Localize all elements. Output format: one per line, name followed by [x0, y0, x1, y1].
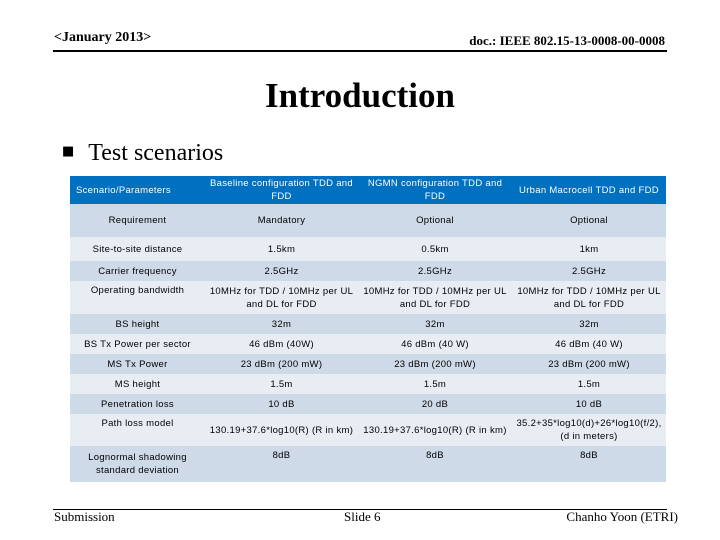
- table-row: [70, 237, 666, 261]
- table-cell: 10MHz for TDD / 10MHz per UL and DL for FDD: [512, 281, 666, 314]
- bullet-item: [62, 140, 223, 167]
- bullet-text: Test scenarios: [88, 140, 224, 166]
- table-cell: 10MHz for TDD / 10MHz per UL and DL for FDD: [358, 281, 512, 314]
- table-row: [70, 204, 666, 237]
- table-row: [70, 314, 666, 334]
- table-cell: 2.5GHz: [358, 261, 512, 281]
- table-cell: 1km: [512, 237, 666, 261]
- column-header: Scenario/Parameters: [70, 176, 205, 204]
- table-cell: 130.19+37.6*log10(R) (R in km): [205, 414, 358, 446]
- slide-title: Introduction: [265, 76, 455, 115]
- table-cell: MS Tx Power: [70, 354, 205, 374]
- table-cell: 2.5GHz: [512, 261, 666, 281]
- table-cell: Operating bandwidth: [70, 281, 205, 314]
- table-row: [70, 261, 666, 281]
- table-cell: 10 dB: [512, 394, 666, 414]
- table-cell: 10 dB: [205, 394, 358, 414]
- table-row: [70, 354, 666, 374]
- table-cell: 130.19+37.6*log10(R) (R in km): [358, 414, 512, 446]
- table-cell: 23 dBm (200 mW): [205, 354, 358, 374]
- table-cell: BS height: [70, 314, 205, 334]
- table-cell: Site-to-site distance: [70, 237, 205, 261]
- table-cell: Requirement: [70, 204, 205, 237]
- table-cell: 8dB: [205, 446, 358, 482]
- footer-author: Chanho Yoon (ETRI): [566, 509, 678, 524]
- table-cell: Mandatory: [205, 204, 358, 237]
- table-cell: 35.2+35*log10(d)+26*log10(f/2), (d in meters): [512, 414, 666, 446]
- table-row: [70, 334, 666, 354]
- table-header-row: [70, 176, 666, 204]
- table-cell: Path loss model: [70, 414, 205, 446]
- table-cell: 1.5m: [512, 374, 666, 394]
- scenario-table: [70, 176, 666, 482]
- table-cell: 1.5km: [205, 237, 358, 261]
- footer-submission: Submission: [54, 509, 115, 524]
- table-cell: 0.5km: [358, 237, 512, 261]
- table-cell: 32m: [358, 314, 512, 334]
- header-date: <January 2013>: [54, 30, 152, 45]
- table-cell: 1.5m: [205, 374, 358, 394]
- column-header: NGMN configuration TDD and FDD: [358, 176, 512, 204]
- table-cell: Lognormal shadowing standard deviation: [70, 446, 205, 482]
- table-cell: 46 dBm (40 W): [512, 334, 666, 354]
- square-bullet-icon: ■: [62, 144, 75, 159]
- table-cell: 1.5m: [358, 374, 512, 394]
- table-row: [70, 281, 666, 314]
- table-cell: 8dB: [512, 446, 666, 482]
- table-cell: 23 dBm (200 mW): [512, 354, 666, 374]
- table-cell: BS Tx Power per sector: [70, 334, 205, 354]
- header-doc-id: doc.: IEEE 802.15-13-0008-00-0008: [469, 33, 665, 48]
- table-row: [70, 394, 666, 414]
- table-cell: 32m: [512, 314, 666, 334]
- footer-slide-number: Slide 6: [344, 509, 381, 524]
- table-row: [70, 414, 666, 446]
- table-row: [70, 374, 666, 394]
- table-cell: Penetration loss: [70, 394, 205, 414]
- table-cell: 20 dB: [358, 394, 512, 414]
- table-cell: 46 dBm (40W): [205, 334, 358, 354]
- table-cell: 10MHz for TDD / 10MHz per UL and DL for FDD: [205, 281, 358, 314]
- table-cell: Carrier frequency: [70, 261, 205, 281]
- table-cell: 8dB: [358, 446, 512, 482]
- table-cell: MS height: [70, 374, 205, 394]
- table-cell: 23 dBm (200 mW): [358, 354, 512, 374]
- table-cell: 46 dBm (40 W): [358, 334, 512, 354]
- column-header: Baseline configuration TDD and FDD: [205, 176, 358, 204]
- table-row: [70, 446, 666, 482]
- table-cell: 32m: [205, 314, 358, 334]
- column-header: Urban Macrocell TDD and FDD: [512, 176, 666, 204]
- table-cell: Optional: [512, 204, 666, 237]
- table-cell: 2.5GHz: [205, 261, 358, 281]
- header-divider: [53, 50, 667, 52]
- table-cell: Optional: [358, 204, 512, 237]
